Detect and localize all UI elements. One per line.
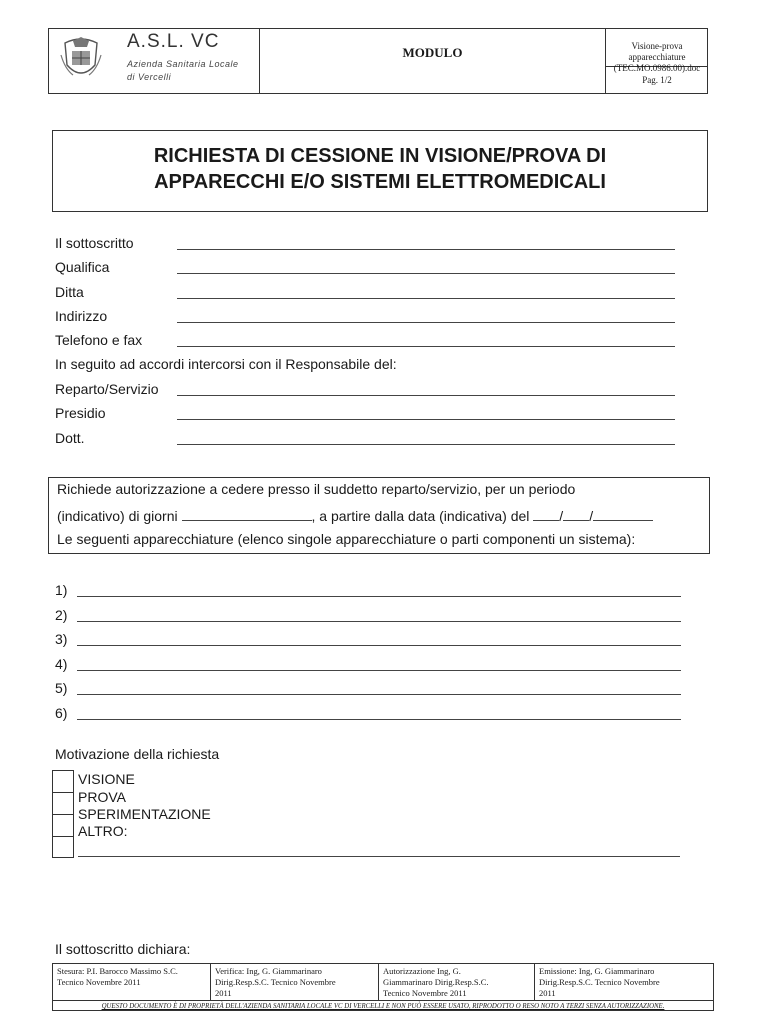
- footer-text: Autorizzazione Ing, G.: [383, 966, 461, 976]
- field-label: Presidio: [55, 405, 106, 421]
- equipment-line: [55, 680, 681, 700]
- days-input-line[interactable]: [182, 507, 312, 521]
- footer-text: Emissione: Ing, G. Giammarinaro: [539, 966, 655, 976]
- field-label: Qualifica: [55, 259, 110, 275]
- field-qualifica: [55, 259, 685, 279]
- field-input-line[interactable]: [177, 346, 675, 347]
- date-day-input[interactable]: [533, 507, 559, 521]
- checkbox-visione[interactable]: [53, 771, 73, 793]
- equipment-number: 6): [55, 705, 68, 721]
- option-altro: ALTRO:: [78, 823, 128, 839]
- option-prova: PROVA: [78, 789, 126, 805]
- document-header: [48, 28, 708, 94]
- approval-footer: [52, 963, 714, 1011]
- coat-of-arms-logo: [59, 35, 103, 81]
- motivation-heading: Motivazione della richiesta: [55, 746, 220, 762]
- field-input-line[interactable]: [177, 419, 675, 420]
- option-visione: VISIONE: [78, 771, 135, 787]
- field-telefono-fax: [55, 332, 685, 352]
- altro-input-line[interactable]: [78, 856, 680, 857]
- checkbox-altro[interactable]: [53, 837, 73, 859]
- field-ditta: [55, 284, 685, 304]
- equipment-number: 5): [55, 680, 68, 696]
- ownership-notice: QUESTO DOCUMENTO È DI PROPRIETÀ DELL'AZIENDA SANITARIA LOCALE VC DI VERCELLI E NON PUÒ ESSERE USATO, RIPRODOTTO O RESO NOTO A TERZI SENZA AUTORIZZAZIONE.: [53, 1000, 713, 1011]
- footer-text: Tecnico Novembre 2011: [383, 988, 467, 998]
- declaration-text: Il sottoscritto dichiara:: [55, 941, 191, 957]
- footer-text: Verifica: Ing, G. Giammarinaro: [215, 966, 322, 976]
- doc-ref-line2: (TEC.MO.0986.00).doc: [613, 63, 701, 73]
- field-label: Ditta: [55, 284, 84, 300]
- field-label: Dott.: [55, 430, 85, 446]
- equipment-input-line[interactable]: [77, 670, 681, 671]
- date-year-input[interactable]: [593, 507, 653, 521]
- title-line2: APPARECCHI E/O SISTEMI ELETTROMEDICALI: [154, 171, 606, 193]
- equipment-number: 2): [55, 607, 68, 623]
- equipment-input-line[interactable]: [77, 596, 681, 597]
- motivation-checkbox-column: [52, 770, 74, 858]
- doc-ref-cell: [606, 29, 708, 93]
- equipment-input-line[interactable]: [77, 719, 681, 720]
- page-number: Pag. 1/2: [642, 75, 672, 85]
- agreement-text: In seguito ad accordi intercorsi con il Responsabile del:: [55, 356, 397, 372]
- title-line1: RICHIESTA DI CESSIONE IN VISIONE/PROVA DI: [153, 145, 607, 167]
- field-presidio: [55, 405, 685, 425]
- footer-text: 2011: [539, 988, 556, 998]
- logo-cell: [49, 29, 260, 93]
- field-label: Indirizzo: [55, 308, 108, 324]
- field-input-line[interactable]: [177, 395, 675, 396]
- field-label: Il sottoscritto: [55, 235, 134, 251]
- equipment-input-line[interactable]: [77, 621, 681, 622]
- footer-text: Tecnico Novembre 2011: [57, 977, 141, 987]
- footer-text: Giammarinaro Dirig.Resp.S.C.: [383, 977, 489, 987]
- equipment-line: [55, 705, 681, 725]
- footer-autorizzazione: [379, 964, 535, 1000]
- field-label: Telefono e fax: [55, 332, 143, 348]
- equipment-input-line[interactable]: [77, 694, 681, 695]
- field-input-line[interactable]: [177, 444, 675, 445]
- doc-ref-line1: Visione-prova apparecchiature: [628, 41, 686, 62]
- equipment-line: [55, 607, 681, 627]
- equipment-line: [55, 656, 681, 676]
- module-label: MODULO: [260, 29, 606, 93]
- field-input-line[interactable]: [177, 322, 675, 323]
- logo-subtitle-2: di Vercelli: [127, 72, 172, 82]
- footer-text: Dirig.Resp.S.C. Tecnico Novembre: [215, 977, 336, 987]
- footer-text: Stesura: P.I. Barocco Massimo S.C.: [57, 966, 178, 976]
- request-line2: (indicativo) di giorni , a partire dalla data (indicativa) del / /: [57, 507, 653, 524]
- field-dott: [55, 430, 685, 450]
- equipment-line: [55, 631, 681, 651]
- field-input-line[interactable]: [177, 298, 675, 299]
- request-box: [48, 477, 710, 554]
- equipment-number: 1): [55, 582, 68, 598]
- field-sottoscritto: [55, 235, 685, 255]
- days-label: (indicativo) di giorni: [57, 508, 178, 524]
- footer-emissione: [535, 964, 713, 1000]
- footer-text: 2011: [215, 988, 232, 998]
- option-sperimentazione: SPERIMENTAZIONE: [78, 806, 211, 822]
- equipment-line: [55, 582, 681, 602]
- equipment-input-line[interactable]: [77, 645, 681, 646]
- field-label: Reparto/Servizio: [55, 381, 159, 397]
- equipment-number: 3): [55, 631, 68, 647]
- checkbox-prova[interactable]: [53, 793, 73, 815]
- date-month-input[interactable]: [563, 507, 589, 521]
- form-title: [52, 130, 708, 212]
- field-input-line[interactable]: [177, 249, 675, 250]
- field-indirizzo: [55, 308, 685, 328]
- field-reparto-servizio: [55, 381, 685, 401]
- footer-text: Dirig.Resp.S.C. Tecnico Novembre: [539, 977, 660, 987]
- checkbox-sperimentazione[interactable]: [53, 815, 73, 837]
- field-input-line[interactable]: [177, 273, 675, 274]
- logo-title: A.S.L. VC: [127, 31, 220, 52]
- footer-stesura: [53, 964, 211, 1000]
- date-label: , a partire dalla data (indicativa) del: [311, 508, 530, 524]
- request-line1: Richiede autorizzazione a cedere presso il suddetto reparto/servizio, per un periodo: [57, 481, 576, 497]
- request-line3: Le seguenti apparecchiature (elenco singole apparecchiature o parti componenti un sistema):: [57, 531, 636, 547]
- equipment-number: 4): [55, 656, 68, 672]
- logo-subtitle: Azienda Sanitaria Locale: [127, 59, 239, 69]
- footer-verifica: [211, 964, 379, 1000]
